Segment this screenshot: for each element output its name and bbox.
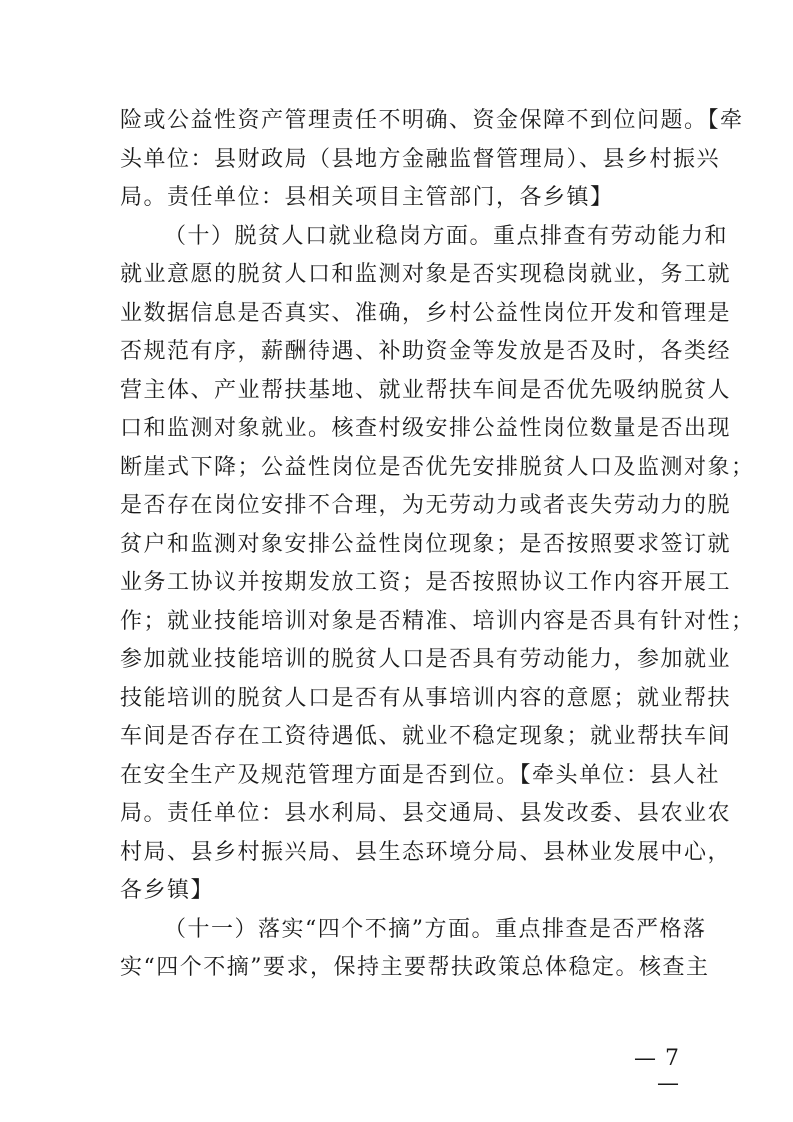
text-line: 贫户和监测对象安排公益性岗位现象；是否按照要求签订就 xyxy=(120,531,732,557)
text-line: 否规范有序，薪酬待遇、补助资金等发放是否及时，各类经 xyxy=(120,339,732,364)
text-line: 技能培训的脱贫人口是否有从事培训内容的意愿；就业帮扶 xyxy=(120,685,732,711)
text-line: 险或公益性资产管理责任不明确、资金保障不到位问题。【牵 xyxy=(120,108,744,133)
text-line: 车间是否存在工资待遇低、就业不稳定现象；就业帮扶车间 xyxy=(120,724,732,749)
section-heading-line: （十）脱贫人口就业稳岗方面。重点排查有劳动能力和 xyxy=(164,223,729,249)
text-line: 作；就业技能培训对象是否精准、培训内容是否具有针对性； xyxy=(120,608,755,634)
text-line: 营主体、产业帮扶基地、就业帮扶车间是否优先吸纳脱贫人 xyxy=(120,377,732,403)
text-line: 各乡镇】 xyxy=(120,878,215,903)
text-line: 业数据信息是否真实、准确，乡村公益性岗位开发和管理是 xyxy=(120,300,732,326)
text-line: 局。责任单位：县水利局、县交通局、县发改委、县农业农 xyxy=(120,801,732,826)
text-line: 断崖式下降；公益性岗位是否优先安排脱贫人口及监测对象； xyxy=(120,454,755,480)
text-line: 局。责任单位：县相关项目主管部门，各乡镇】 xyxy=(120,185,614,210)
text-line: 在安全生产及规范管理方面是否到位。【牵头单位：县人社 xyxy=(120,762,721,788)
text-line: 是否存在岗位安排不合理，为无劳动力或者丧失劳动力的脱 xyxy=(120,493,732,518)
text-line: 村局、县乡村振兴局、县生态环境分局、县林业发展中心， xyxy=(120,839,732,865)
text-line: 口和监测对象就业。核查村级安排公益性岗位数量是否出现 xyxy=(120,416,732,441)
body-text xyxy=(120,102,755,988)
text-line: 实“四个不摘”要求，保持主要帮扶政策总体稳定。核查主 xyxy=(120,955,710,980)
section-heading-line: （十一）落实“四个不摘”方面。重点排查是否严格落 xyxy=(164,916,707,942)
text-line: 参加就业技能培训的脱贫人口是否具有劳动能力，参加就业 xyxy=(120,647,732,672)
text-line: 就业意愿的脱贫人口和监测对象是否实现稳岗就业，务工就 xyxy=(120,262,732,287)
text-line: 业务工协议并按期发放工资；是否按照协议工作内容开展工 xyxy=(120,570,732,595)
text-line: 头单位：县财政局（县地方金融监督管理局）、县乡村振兴 xyxy=(120,146,721,172)
page-number: — 7 — xyxy=(634,1046,680,1096)
